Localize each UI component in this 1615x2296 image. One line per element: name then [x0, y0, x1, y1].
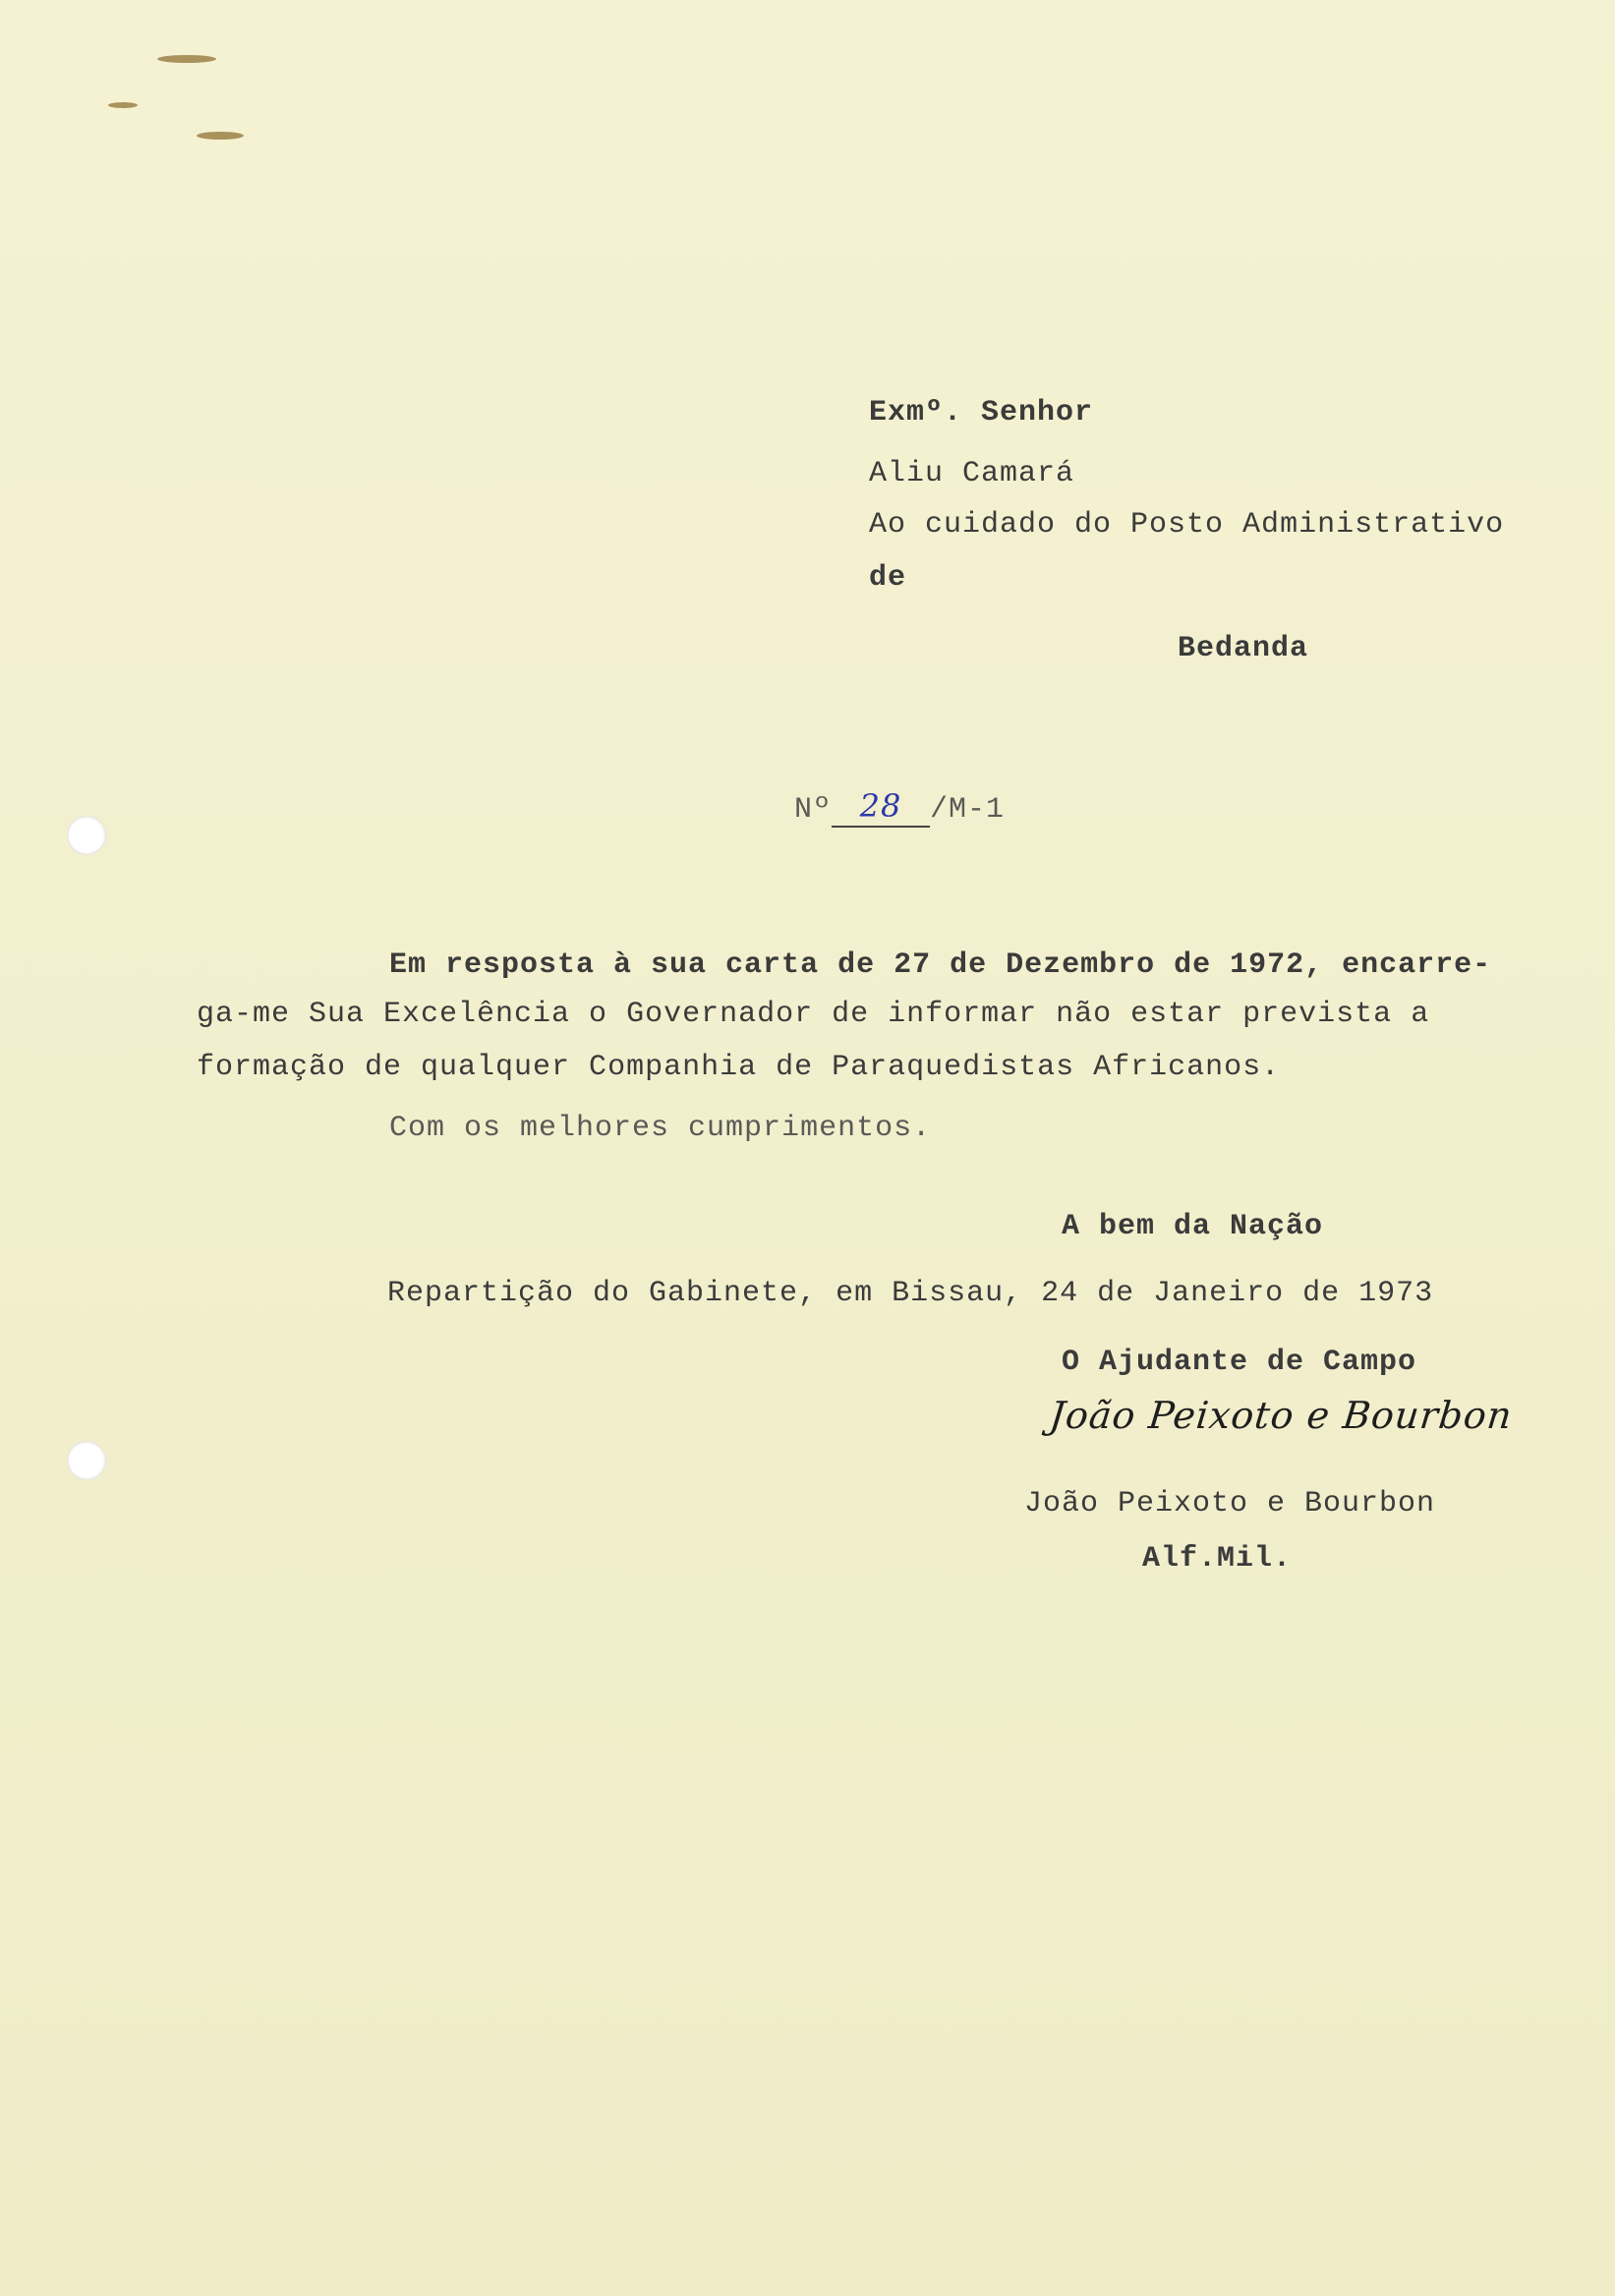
- reference-prefix: Nº: [794, 793, 833, 827]
- reference-number: [794, 786, 1005, 830]
- salutation: Exmº. Senhor: [869, 396, 1094, 430]
- signatory-role: O Ajudante de Campo: [1062, 1346, 1417, 1379]
- care-of-line: Ao cuidado do Posto Administrativo: [869, 508, 1505, 542]
- stain-mark: [157, 55, 216, 63]
- binder-hole-top: [67, 816, 106, 855]
- signatory-name: João Peixoto e Bourbon: [1024, 1487, 1436, 1521]
- handwritten-signature: João Peixoto e Bourbon: [1047, 1394, 1515, 1437]
- body-line-3: formação de qualquer Companhia de Paraquedistas Africanos.: [197, 1051, 1281, 1084]
- stain-mark: [108, 102, 138, 108]
- reference-suffix: /M-1: [930, 793, 1006, 827]
- addressee-name: Aliu Camará: [869, 457, 1075, 490]
- closing-line: Com os melhores cumprimentos.: [389, 1112, 932, 1145]
- body-line-2: ga-me Sua Excelência o Governador de informar não estar prevista a: [197, 998, 1430, 1031]
- reference-handwritten-number: 28: [832, 786, 930, 828]
- binder-hole-bottom: [67, 1441, 106, 1480]
- place-date: Repartição do Gabinete, em Bissau, 24 de Janeiro de 1973: [387, 1277, 1434, 1310]
- care-of-de: de: [869, 561, 907, 595]
- body-line-1: Em resposta à sua carta de 27 de Dezembro de 1972, encarre-: [389, 948, 1492, 982]
- signatory-rank: Alf.Mil.: [1142, 1542, 1293, 1576]
- motto: A bem da Nação: [1062, 1210, 1324, 1243]
- stain-mark: [197, 132, 244, 140]
- addressee-place: Bedanda: [1178, 632, 1309, 665]
